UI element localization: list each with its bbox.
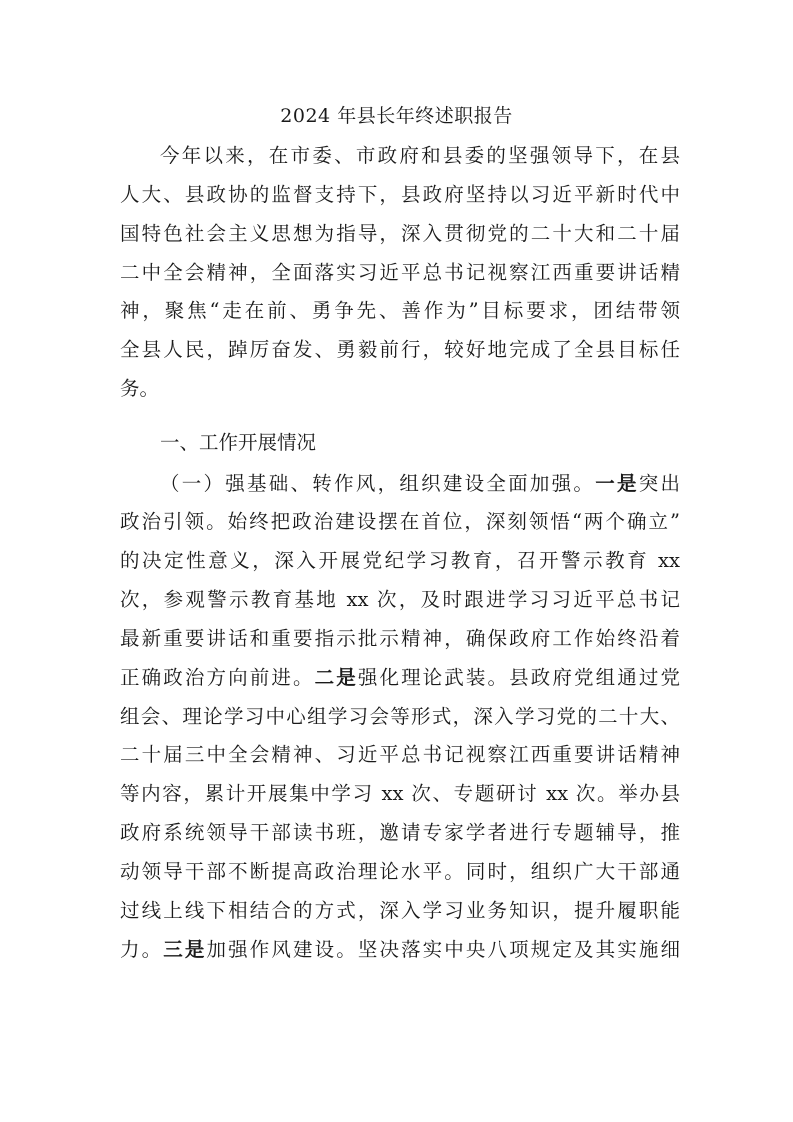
- text-line: [120, 336, 680, 364]
- text-run: 动领导干部不断提高政治理论水平。同时，组织广大干部通: [120, 860, 680, 883]
- text-line: [120, 508, 680, 536]
- text-run: 加强作风建设。坚决落实中央八项规定及其实施细: [206, 938, 680, 961]
- text-line: [120, 741, 680, 769]
- bold-emphasis: 一是: [595, 472, 639, 495]
- text-line: [120, 220, 680, 248]
- text-line: [120, 297, 680, 325]
- text-line: [120, 181, 680, 209]
- text-line: [120, 547, 680, 575]
- text-run: 政治引领。始终把政治建设摆在首位，深刻领悟“两个确立”: [120, 510, 680, 533]
- bold-emphasis: 三是: [163, 938, 207, 961]
- text-run: 务。: [120, 377, 160, 400]
- text-line: [120, 586, 680, 614]
- text-run: 二十届三中全会精神、习近平总书记视察江西重要讲话精神: [120, 743, 680, 766]
- text-line: [120, 375, 680, 403]
- text-line: [160, 142, 680, 170]
- text-run: 正确政治方向前进。: [120, 666, 315, 689]
- text-line: [120, 936, 680, 964]
- text-run: 力。: [120, 938, 164, 961]
- text-line: [120, 664, 680, 692]
- text-line: [120, 780, 680, 808]
- text-line: [120, 703, 680, 731]
- text-line: [120, 259, 680, 287]
- text-line: [120, 897, 680, 925]
- text-run: 最新重要讲话和重要指示批示精神，确保政府工作始终沿着: [120, 627, 680, 650]
- text-run: 突出: [638, 472, 680, 495]
- text-run: 过线上线下相结合的方式，深入学习业务知识，提升履职能: [120, 899, 680, 922]
- text-run: 今年以来，在市委、市政府和县委的坚强领导下，在县: [160, 144, 680, 167]
- text-run: 神，聚焦“走在前、勇争先、善作为”目标要求，团结带领: [120, 299, 680, 322]
- text-run: 政府系统领导干部读书班，邀请专家学者进行专题辅导，推: [120, 821, 680, 844]
- text-run: 国特色社会主义思想为指导，深入贯彻党的二十大和二十届: [120, 222, 680, 245]
- text-run: 等内容，累计开展集中学习 xx 次、专题研讨 xx 次。举办县: [120, 782, 680, 805]
- text-run: 强化理论武装。县政府党组通过党: [357, 666, 680, 689]
- document-title: 2024 年县长年终述职报告: [280, 105, 513, 127]
- text-line: [120, 858, 680, 886]
- text-run: 人大、县政协的监督支持下，县政府坚持以习近平新时代中: [120, 183, 680, 206]
- text-run: 的决定性意义，深入开展党纪学习教育，召开警示教育 xx: [120, 549, 680, 572]
- text-line: [160, 470, 680, 498]
- text-line: [120, 819, 680, 847]
- text-run: 二中全会精神，全面落实习近平总书记视察江西重要讲话精: [120, 261, 680, 284]
- text-line: [160, 429, 680, 457]
- bold-emphasis: 二是: [314, 666, 358, 689]
- text-run: 全县人民，踔厉奋发、勇毅前行，较好地完成了全县目标任: [120, 338, 680, 361]
- text-run: （一）强基础、转作风，组织建设全面加强。: [160, 472, 596, 495]
- text-line: [120, 625, 680, 653]
- text-run: 组会、理论学习中心组学习会等形式，深入学习党的二十大、: [120, 705, 680, 728]
- text-run: 次，参观警示教育基地 xx 次，及时跟进学习习近平总书记: [120, 588, 680, 611]
- text-run: 一、工作开展情况: [160, 431, 317, 454]
